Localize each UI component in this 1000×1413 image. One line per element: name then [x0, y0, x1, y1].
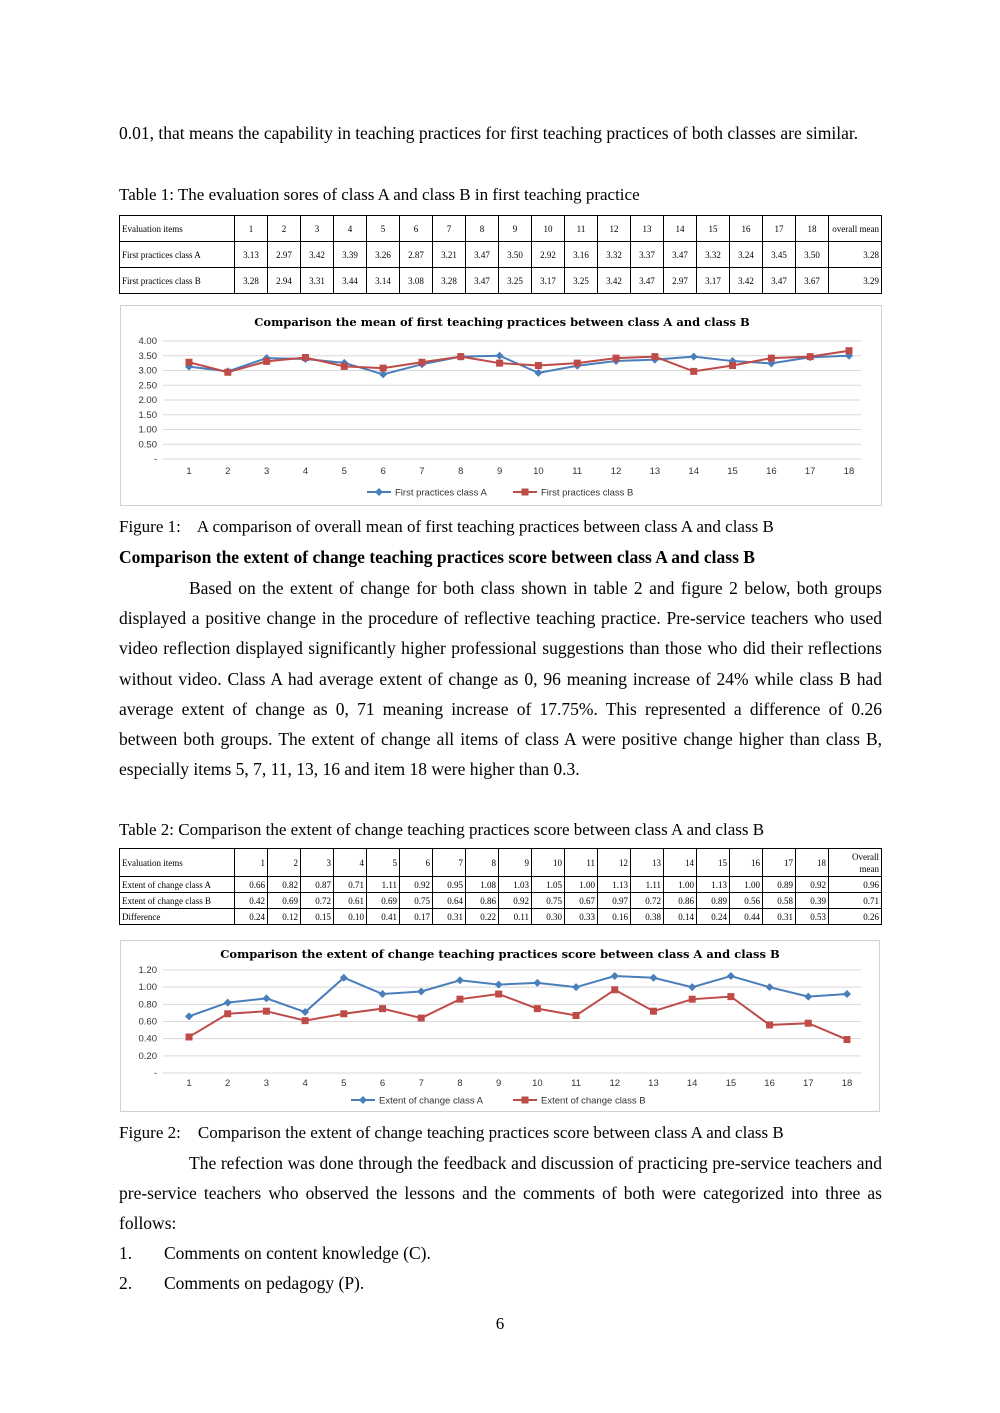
table-cell: 0.87: [301, 877, 334, 893]
header-label: Evaluation items: [120, 849, 235, 877]
table-cell: 0.97: [598, 893, 631, 909]
header-item: 8: [466, 849, 499, 877]
legend-label: Extent of change class B: [541, 1095, 646, 1107]
y-tick-label: -: [153, 1068, 157, 1079]
overall-cell: 0.26: [829, 909, 882, 925]
table-cell: 0.41: [367, 909, 400, 925]
y-tick-label: 1.00: [138, 424, 157, 436]
data-point: [613, 355, 620, 362]
data-point: [418, 359, 425, 366]
table-cell: 0.69: [268, 893, 301, 909]
header-item: 8: [466, 216, 499, 242]
table-cell: 0.42: [235, 893, 268, 909]
y-tick-label: 0.20: [138, 1050, 157, 1062]
data-point: [457, 353, 464, 360]
table-cell: 3.28: [235, 268, 268, 294]
table-cell: 2.87: [400, 242, 433, 268]
x-tick-label: 16: [764, 1078, 775, 1089]
table-cell: 1.11: [631, 877, 664, 893]
header-item: 4: [334, 849, 367, 877]
figure2-chart: [120, 940, 880, 1112]
y-tick-label: -: [153, 454, 157, 465]
table-cell: 0.58: [763, 893, 796, 909]
table-cell: 0.16: [598, 909, 631, 925]
header-item: 18: [796, 216, 829, 242]
table1-body: [120, 216, 882, 294]
table-cell: 0.66: [235, 877, 268, 893]
table-cell: 1.00: [565, 877, 598, 893]
data-point: [379, 990, 387, 998]
legend-label: First practices class B: [541, 487, 634, 499]
data-point: [496, 352, 504, 360]
overall-cell: 3.28: [829, 242, 882, 268]
chart-title: Comparison the mean of first teaching practices between class A and class B: [254, 315, 750, 329]
header-item: 16: [730, 849, 763, 877]
x-tick-label: 15: [727, 466, 738, 477]
y-tick-label: 4.00: [138, 336, 157, 347]
y-tick-label: 0.80: [138, 999, 157, 1011]
header-item: 12: [598, 216, 631, 242]
list-item: [119, 1243, 431, 1264]
table-cell: 2.92: [532, 242, 565, 268]
header-item: 17: [763, 216, 796, 242]
x-tick-label: 2: [225, 1078, 231, 1089]
table-cell: 0.22: [466, 909, 499, 925]
figure2-svg: [121, 941, 879, 1111]
table-cell: 3.14: [367, 268, 400, 294]
data-point: [807, 353, 814, 360]
table-cell: 0.17: [400, 909, 433, 925]
header-item: 3: [301, 849, 334, 877]
table-cell: 3.45: [763, 242, 796, 268]
header-item: 17: [763, 849, 796, 877]
data-point: [341, 363, 348, 370]
table2-caption: Table 2: Comparison the extent of change teaching practices score between class A and class B: [119, 820, 765, 839]
table-cell: 0.53: [796, 909, 829, 925]
table-cell: 3.32: [697, 242, 730, 268]
header-item: 4: [334, 216, 367, 242]
header-item: 16: [730, 216, 763, 242]
figure1-svg: [121, 306, 881, 505]
data-point: [263, 358, 270, 365]
legend-label: First practices class A: [395, 487, 487, 499]
y-tick-label: 2.50: [138, 380, 157, 392]
header-item: 9: [499, 849, 532, 877]
data-point: [340, 1010, 347, 1017]
x-tick-label: 14: [686, 1078, 698, 1089]
table-cell: 0.31: [433, 909, 466, 925]
table-cell: 3.47: [664, 242, 697, 268]
table-cell: 0.14: [664, 909, 697, 925]
list-item-text: Comments on pedagogy (P).: [164, 1273, 365, 1293]
x-tick-label: 17: [804, 466, 816, 477]
list-item-number: 1.: [119, 1243, 133, 1263]
overall-cell: 3.29: [829, 268, 882, 294]
x-tick-label: 1: [186, 1078, 192, 1089]
table2-body: [120, 849, 882, 925]
header-item: 5: [367, 849, 400, 877]
table-cell: 0.61: [334, 893, 367, 909]
x-tick-label: 7: [418, 1078, 424, 1089]
data-point: [302, 354, 309, 361]
table-cell: 3.17: [697, 268, 730, 294]
data-point: [572, 983, 580, 991]
table-cell: 0.10: [334, 909, 367, 925]
table-cell: 3.31: [301, 268, 334, 294]
data-point: [224, 369, 231, 376]
table-header-row: [120, 216, 882, 242]
series-line: [189, 990, 847, 1040]
table-cell: 3.47: [466, 268, 499, 294]
header-item: 7: [433, 849, 466, 877]
intro-paragraph: 0.01, that means the capability in teaching practices for first teaching practices of both classes are similar.: [119, 123, 859, 143]
table-cell: 1.00: [730, 877, 763, 893]
data-point: [651, 353, 658, 360]
x-tick-label: 4: [302, 466, 309, 477]
x-tick-label: 10: [533, 466, 544, 477]
table-cell: 1.13: [697, 877, 730, 893]
table-row: [120, 242, 882, 268]
table-cell: 0.72: [301, 893, 334, 909]
data-point: [263, 1008, 270, 1015]
table-cell: 0.15: [301, 909, 334, 925]
table-row: [120, 268, 882, 294]
header-item: 9: [499, 216, 532, 242]
table-cell: 0.56: [730, 893, 763, 909]
data-point: [690, 353, 698, 361]
table2: [119, 848, 882, 925]
y-tick-label: 1.00: [138, 982, 157, 994]
header-item: 3: [301, 216, 334, 242]
table-cell: 3.25: [565, 268, 598, 294]
table-cell: 3.21: [433, 242, 466, 268]
table-cell: 0.11: [499, 909, 532, 925]
table-cell: 1.13: [598, 877, 631, 893]
table-cell: 0.12: [268, 909, 301, 925]
x-tick-label: 13: [648, 1078, 659, 1089]
body-paragraph: Based on the extent of change for both class shown in table 2 and figure 2 below, both groups displayed a positive change in the procedure of reflective teaching practice. Pre-service teachers who used video reflection displayed significantly higher professional suggestions than those who did their reflections without video. Class A had average extent of change as 0, 96 meaning increase of 24% while class B had average extent of change as 0, 71 meaning increase of 17.75%. This represented a difference of 0.26 between both groups. The extent of change all items of class A were positive change higher than class B, especially items 5, 7, 11, 13, 16 and item 18 were higher than 0.3.: [119, 578, 882, 780]
legend-label: Extent of change class A: [379, 1095, 484, 1107]
table-cell: 0.72: [631, 893, 664, 909]
data-point: [456, 976, 464, 984]
data-point: [496, 360, 503, 367]
x-tick-label: 8: [458, 466, 464, 477]
table-cell: 3.13: [235, 242, 268, 268]
y-tick-label: 1.20: [138, 965, 157, 976]
series-line: [189, 351, 849, 373]
data-point: [846, 347, 853, 354]
table-cell: 0.82: [268, 877, 301, 893]
header-item: 13: [631, 849, 664, 877]
x-tick-label: 2: [225, 466, 231, 477]
table-cell: 0.69: [367, 893, 400, 909]
y-tick-label: 0.50: [138, 439, 157, 451]
header-item: 14: [664, 216, 697, 242]
figure1-caption: Figure 1: A comparison of overall mean of first teaching practices between class A and class B: [119, 517, 774, 536]
data-point: [843, 990, 851, 998]
legend-marker: [522, 1097, 529, 1104]
table1-caption: Table 1: The evaluation sores of class A and class B in first teaching practice: [119, 185, 640, 204]
table-cell: 1.00: [664, 877, 697, 893]
x-tick-label: 3: [263, 1078, 270, 1089]
table-cell: 3.50: [796, 242, 829, 268]
table-cell: 3.47: [631, 268, 664, 294]
x-tick-label: 18: [843, 466, 855, 477]
table-cell: 1.11: [367, 877, 400, 893]
header-item: 12: [598, 849, 631, 877]
table-cell: 0.75: [400, 893, 433, 909]
header-item: 2: [268, 849, 301, 877]
overall-cell: 0.96: [829, 877, 882, 893]
x-tick-label: 8: [457, 1078, 463, 1089]
x-tick-label: 17: [803, 1078, 814, 1089]
table-cell: 3.37: [631, 242, 664, 268]
header-item: 15: [697, 849, 730, 877]
header-overall: overall mean: [829, 216, 882, 242]
list-item: [119, 1273, 364, 1294]
legend-marker: [375, 488, 383, 496]
data-point: [456, 996, 463, 1003]
table-cell: 3.42: [730, 268, 763, 294]
data-point: [804, 993, 812, 1001]
table-cell: 3.25: [499, 268, 532, 294]
data-point: [611, 986, 618, 993]
x-tick-label: 5: [341, 466, 347, 477]
figure2-caption: Figure 2: Comparison the extent of change teaching practices score between class A and class B: [119, 1123, 784, 1142]
table-cell: 0.92: [499, 893, 532, 909]
header-overall: Overall mean: [829, 849, 882, 877]
table-cell: 0.44: [730, 909, 763, 925]
table-cell: 0.67: [565, 893, 598, 909]
list-item-text: Comments on content knowledge (C).: [164, 1243, 431, 1263]
page-number: 6: [495, 1314, 505, 1333]
table-cell: 3.50: [499, 242, 532, 268]
header-item: 7: [433, 216, 466, 242]
table-cell: 3.47: [763, 268, 796, 294]
table-cell: 0.75: [532, 893, 565, 909]
x-tick-label: 6: [380, 466, 386, 477]
header-item: 14: [664, 849, 697, 877]
table-cell: 1.08: [466, 877, 499, 893]
table-cell: 0.86: [466, 893, 499, 909]
table-row: [120, 877, 882, 893]
table-cell: 0.89: [763, 877, 796, 893]
table-cell: 3.42: [598, 268, 631, 294]
y-tick-label: 0.60: [138, 1016, 157, 1028]
data-point: [805, 1020, 812, 1027]
table-cell: 3.16: [565, 242, 598, 268]
data-point: [766, 983, 774, 991]
table-cell: 1.03: [499, 877, 532, 893]
data-point: [688, 983, 696, 991]
data-point: [185, 1012, 193, 1020]
data-point: [844, 1036, 851, 1043]
x-tick-label: 14: [688, 466, 699, 477]
data-point: [186, 359, 193, 366]
table-row: [120, 909, 882, 925]
table-cell: 0.92: [796, 877, 829, 893]
table-cell: 3.24: [730, 242, 763, 268]
data-point: [727, 972, 735, 980]
data-point: [574, 360, 581, 367]
row-label: Extent of change class A: [120, 877, 235, 893]
data-point: [650, 1008, 657, 1015]
table-cell: 0.64: [433, 893, 466, 909]
data-point: [533, 979, 541, 987]
x-tick-label: 3: [263, 466, 270, 477]
data-point: [379, 1005, 386, 1012]
data-point: [729, 362, 736, 369]
data-point: [302, 1017, 309, 1024]
data-point: [611, 972, 619, 980]
list-item-number: 2.: [119, 1273, 133, 1293]
data-point: [573, 1012, 580, 1019]
table-cell: 2.97: [664, 268, 697, 294]
closing-paragraph: The refection was done through the feedback and discussion of practicing pre-service teachers and pre-service teachers who observed the lessons and the comments of both were categorized into three as follows:: [119, 1153, 882, 1234]
table-cell: 2.97: [268, 242, 301, 268]
data-point: [224, 999, 232, 1007]
table-cell: 3.32: [598, 242, 631, 268]
header-item: 5: [367, 216, 400, 242]
x-tick-label: 7: [419, 466, 425, 477]
header-item: 11: [565, 216, 598, 242]
table-cell: 0.30: [532, 909, 565, 925]
header-item: 18: [796, 849, 829, 877]
row-label: First practices class A: [120, 242, 235, 268]
row-label: Difference: [120, 909, 235, 925]
x-tick-label: 9: [496, 466, 503, 477]
table-cell: 0.86: [664, 893, 697, 909]
table-cell: 3.26: [367, 242, 400, 268]
x-tick-label: 15: [725, 1078, 737, 1089]
table-cell: 3.39: [334, 242, 367, 268]
table-cell: 0.38: [631, 909, 664, 925]
x-tick-label: 11: [571, 1078, 581, 1089]
y-tick-label: 1.50: [138, 409, 157, 421]
table-cell: 0.39: [796, 893, 829, 909]
header-label: Evaluation items: [120, 216, 235, 242]
header-item: 1: [235, 849, 268, 877]
table1: [119, 215, 882, 294]
chart-title: Comparison the extent of change teaching practices score between class A and class B: [220, 947, 780, 961]
table-cell: 1.05: [532, 877, 565, 893]
y-tick-label: 3.00: [138, 365, 157, 377]
header-item: 2: [268, 216, 301, 242]
data-point: [768, 355, 775, 362]
x-tick-label: 4: [302, 1078, 308, 1089]
y-tick-label: 2.00: [138, 395, 157, 406]
data-point: [417, 987, 425, 995]
header-item: 10: [532, 849, 565, 877]
table-row: [120, 893, 882, 909]
table-cell: 3.47: [466, 242, 499, 268]
table-cell: 0.71: [334, 877, 367, 893]
data-point: [262, 994, 270, 1002]
x-tick-label: 10: [532, 1078, 543, 1089]
table-cell: 3.44: [334, 268, 367, 294]
table-cell: 3.67: [796, 268, 829, 294]
table-header-row: [120, 849, 882, 877]
x-tick-label: 18: [841, 1078, 853, 1089]
header-item: 11: [565, 849, 598, 877]
x-tick-label: 6: [379, 1078, 386, 1089]
table-cell: 3.28: [433, 268, 466, 294]
table-cell: 3.42: [301, 242, 334, 268]
data-point: [418, 1015, 425, 1022]
x-tick-label: 12: [609, 1078, 621, 1089]
x-tick-label: 1: [186, 466, 192, 477]
data-point: [186, 1033, 193, 1040]
x-tick-label: 12: [610, 466, 622, 477]
x-tick-label: 13: [649, 466, 661, 477]
x-tick-label: 16: [766, 466, 777, 477]
table-cell: 0.95: [433, 877, 466, 893]
header-item: 6: [400, 216, 433, 242]
table-cell: 3.17: [532, 268, 565, 294]
row-label: First practices class B: [120, 268, 235, 294]
header-item: 6: [400, 849, 433, 877]
section-heading: Comparison the extent of change teaching practices score between class A and class B: [119, 547, 755, 567]
data-point: [380, 365, 387, 372]
header-item: 1: [235, 216, 268, 242]
data-point: [727, 993, 734, 1000]
data-point: [495, 991, 502, 998]
header-item: 15: [697, 216, 730, 242]
overall-cell: 0.71: [829, 893, 882, 909]
data-point: [690, 368, 697, 375]
data-point: [649, 974, 657, 982]
header-item: 13: [631, 216, 664, 242]
data-point: [224, 1010, 231, 1017]
table-cell: 0.92: [400, 877, 433, 893]
table-cell: 3.08: [400, 268, 433, 294]
x-tick-label: 5: [341, 1078, 347, 1089]
table-cell: 0.31: [763, 909, 796, 925]
table-cell: 0.24: [235, 909, 268, 925]
data-point: [535, 362, 542, 369]
x-tick-label: 9: [495, 1078, 502, 1089]
figure1-chart: [120, 305, 882, 506]
data-point: [689, 996, 696, 1003]
row-label: Extent of change class B: [120, 893, 235, 909]
table-cell: 0.24: [697, 909, 730, 925]
table-cell: 0.89: [697, 893, 730, 909]
table-cell: 0.33: [565, 909, 598, 925]
legend-marker: [522, 489, 529, 496]
x-tick-label: 11: [572, 466, 583, 477]
legend-marker: [359, 1096, 367, 1104]
table-cell: 2.94: [268, 268, 301, 294]
y-tick-label: 3.50: [138, 350, 157, 362]
data-point: [534, 1005, 541, 1012]
data-point: [766, 1021, 773, 1028]
header-item: 10: [532, 216, 565, 242]
y-tick-label: 0.40: [138, 1033, 157, 1045]
